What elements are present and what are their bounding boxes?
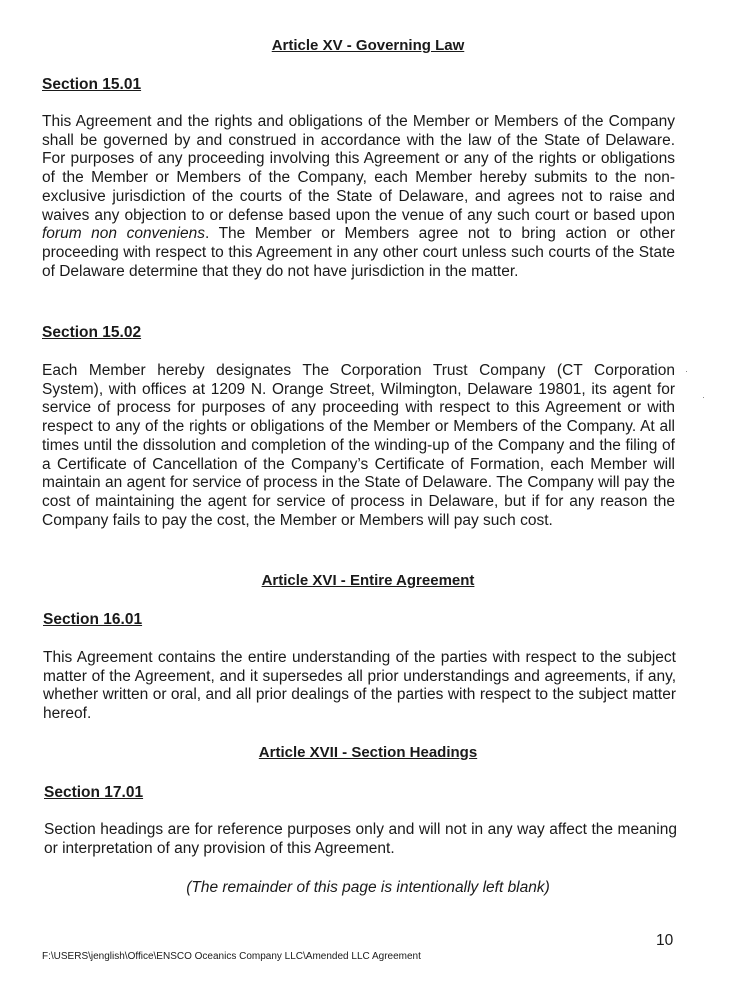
article-16-title: Article XVI - Entire Agreement (261, 572, 475, 589)
section-16-01-heading: Section 16.01 (43, 611, 143, 628)
section-15-01-heading: Section 15.01 (42, 76, 142, 93)
scan-speck (703, 397, 704, 398)
section-15-02-text: Each Member hereby designates The Corporation Trust Company (CT Corporation System), with offices at 1209 N. Orange Street, Wilmington, Delaware 19801, its agent for service of process for purposes of any proceeding with respect to this Agreement or with respect to any of the rights or obligations of the Member or Members of the Company. At all times until the dissolution and completion of the winding-up of the Company and the filing of a Certificate of Cancellation of the Company’s Certificate of Formation, each Member will maintain an agent for service of process in the State of Delaware. The Company will pay the cost of maintaining the agent for service of process in Delaware, but if for any reason the Company fails to pay the cost, the Member or Members will pay such cost. (42, 362, 675, 529)
section-15-01-italic-term: forum non conveniens (42, 225, 205, 243)
article-17-title: Article XVII - Section Headings (258, 744, 478, 761)
article-15-title: Article XV - Governing Law (271, 37, 465, 54)
section-17-01-heading: Section 17.01 (44, 784, 144, 801)
blank-page-note: (The remainder of this page is intentionally left blank) (186, 879, 550, 896)
scan-speck (686, 371, 687, 372)
page-number: 10 (656, 932, 674, 949)
section-15-01-text-part1: This Agreement and the rights and obligations of the Member or Members of the Company shall be governed by and construed in accordance with the law of the State of Delaware. For purposes of any proceeding involving this Agreement or any of the rights or obligations of the Member or Members of the Company, each Member hereby submits to the non-exclusive jurisdiction of the courts of the State of Delaware, and agrees not to raise and waives any objection to or defense based upon the venue of any such court or based upon (42, 113, 675, 224)
footer-file-path: F:\USERS\jenglish\Office\ENSCO Oceanics Company LLC\Amended LLC Agreement (42, 951, 421, 962)
section-15-01-text-part2: . The Member or Members agree not to bring action or other proceeding with respect to this Agreement in any other court unless such courts of the State of Delaware determine that they do not have jurisdiction in the matter. (42, 225, 676, 280)
section-17-01-text: Section headings are for reference purposes only and will not in any way affect the meaning or interpretation of any provision of this Agreement. (44, 821, 677, 857)
section-15-02-heading: Section 15.02 (42, 324, 142, 341)
section-16-01-text: This Agreement contains the entire understanding of the parties with respect to the subject matter of the Agreement, and it supersedes all prior understandings and agreements, if any, whether written or oral, and all prior dealings of the parties with respect to the subject matter hereof. (43, 649, 676, 723)
section-15-01-text (42, 113, 675, 281)
